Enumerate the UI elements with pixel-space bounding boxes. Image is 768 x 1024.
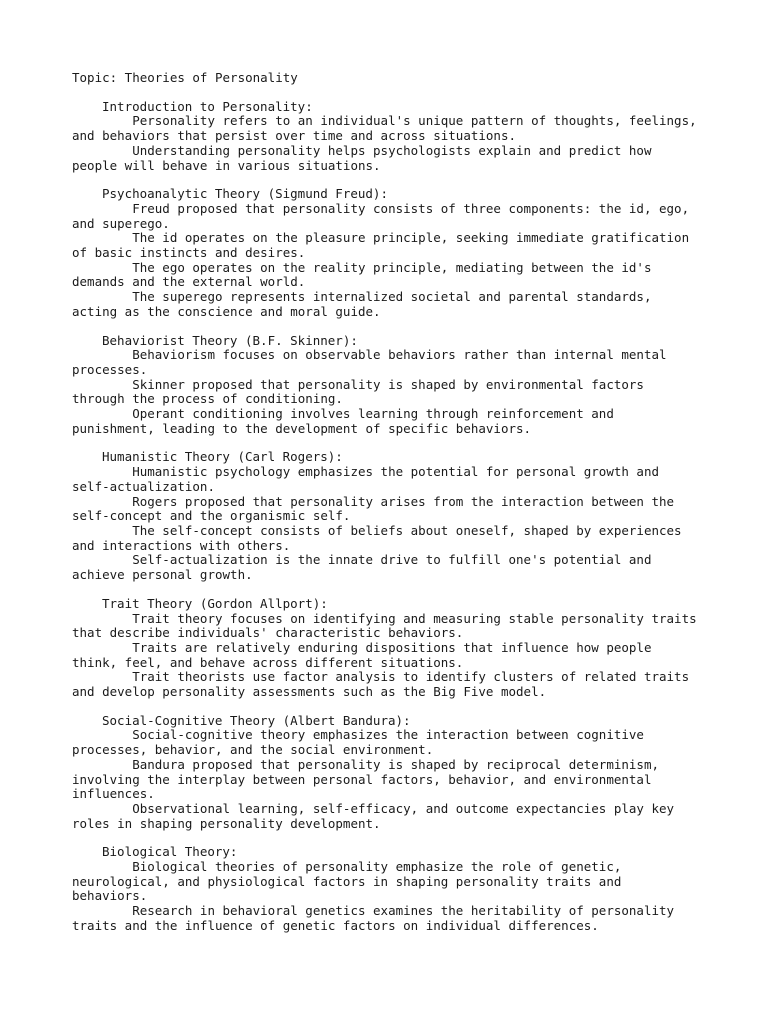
paragraph: Biological theories of personality emphasize the role of genetic, neurological, and physiological factors in shaping personality traits and behaviors.	[72, 859, 622, 904]
paragraph: Freud proposed that personality consists of three components: the id, ego, and superego.	[72, 200, 690, 231]
paragraph: Behaviorism focuses on observable behaviors rather than internal mental processes.	[72, 347, 667, 377]
document-topic: Topic: Theories of Personality	[72, 70, 298, 85]
paragraph: The id operates on the pleasure principle, seeking immediate gratification of basic instincts and desires.	[72, 230, 690, 261]
paragraph: Trait theorists use factor analysis to identify clusters of related traits and develop personality assessments such as the Big Five model.	[72, 669, 690, 700]
paragraph: Skinner proposed that personality is shaped by environmental factors through the process of conditioning.	[72, 376, 644, 407]
section-title: Biological Theory:	[102, 844, 238, 860]
paragraph: The ego operates on the reality principle, mediating between the id's demands and the external world.	[72, 259, 652, 290]
section-title: Humanistic Theory (Carl Rogers):	[102, 449, 343, 465]
section-title: Psychoanalytic Theory (Sigmund Freud):	[102, 186, 388, 202]
section-title: Social-Cognitive Theory (Albert Bandura):	[102, 712, 411, 728]
paragraph: Understanding personality helps psychologists explain and predict how people will behave in various situations.	[72, 142, 652, 173]
paragraph: Trait theory focuses on identifying and measuring stable personality traits that describe individuals' characteristic behaviors.	[72, 610, 697, 641]
paragraph: Bandura proposed that personality is shaped by reciprocal determinism, involving the interplay between personal factors, behavior, and environmental influences.	[72, 756, 659, 802]
section-introduction	[72, 100, 732, 174]
section-title: Introduction to Personality:	[102, 98, 313, 114]
section-title: Trait Theory (Gordon Allport):	[102, 595, 328, 611]
paragraph: Social-cognitive theory emphasizes the interaction between cognitive processes, behavior, and the social environment.	[72, 727, 644, 758]
paragraph: Humanistic psychology emphasizes the potential for personal growth and self-actualization.	[72, 464, 659, 494]
paragraph: Research in behavioral genetics examines the heritability of personality traits and the influence of genetic factors on individual differences.	[72, 903, 675, 933]
section-social-cognitive	[72, 714, 732, 832]
paragraph: The superego represents internalized societal and parental standards, acting as the conscience and moral guide.	[72, 289, 652, 319]
paragraph: Traits are relatively enduring dispositions that influence how people think, feel, and behave across different situations.	[72, 639, 652, 670]
section-behaviorist	[72, 334, 732, 437]
section-psychoanalytic	[72, 187, 732, 319]
paragraph: The self-concept consists of beliefs about oneself, shaped by experiences and interactions with others.	[72, 522, 682, 553]
document-page	[72, 71, 732, 948]
paragraph: Rogers proposed that personality arises from the interaction between the self-concept and the organismic self.	[72, 493, 675, 524]
paragraph: Operant conditioning involves learning through reinforcement and punishment, leading to the development of specific behaviors.	[72, 406, 614, 436]
paragraph: Observational learning, self-efficacy, and outcome expectancies play key roles in shaping personality development.	[72, 800, 675, 831]
section-humanistic	[72, 450, 732, 582]
section-title: Behaviorist Theory (B.F. Skinner):	[102, 332, 358, 348]
section-biological	[72, 845, 732, 933]
paragraph: Personality refers to an individual's unique pattern of thoughts, feelings, and behaviors that persist over time and across situations.	[72, 113, 697, 144]
paragraph: Self-actualization is the innate drive to fulfill one's potential and achieve personal growth.	[72, 552, 652, 583]
section-trait	[72, 597, 732, 700]
